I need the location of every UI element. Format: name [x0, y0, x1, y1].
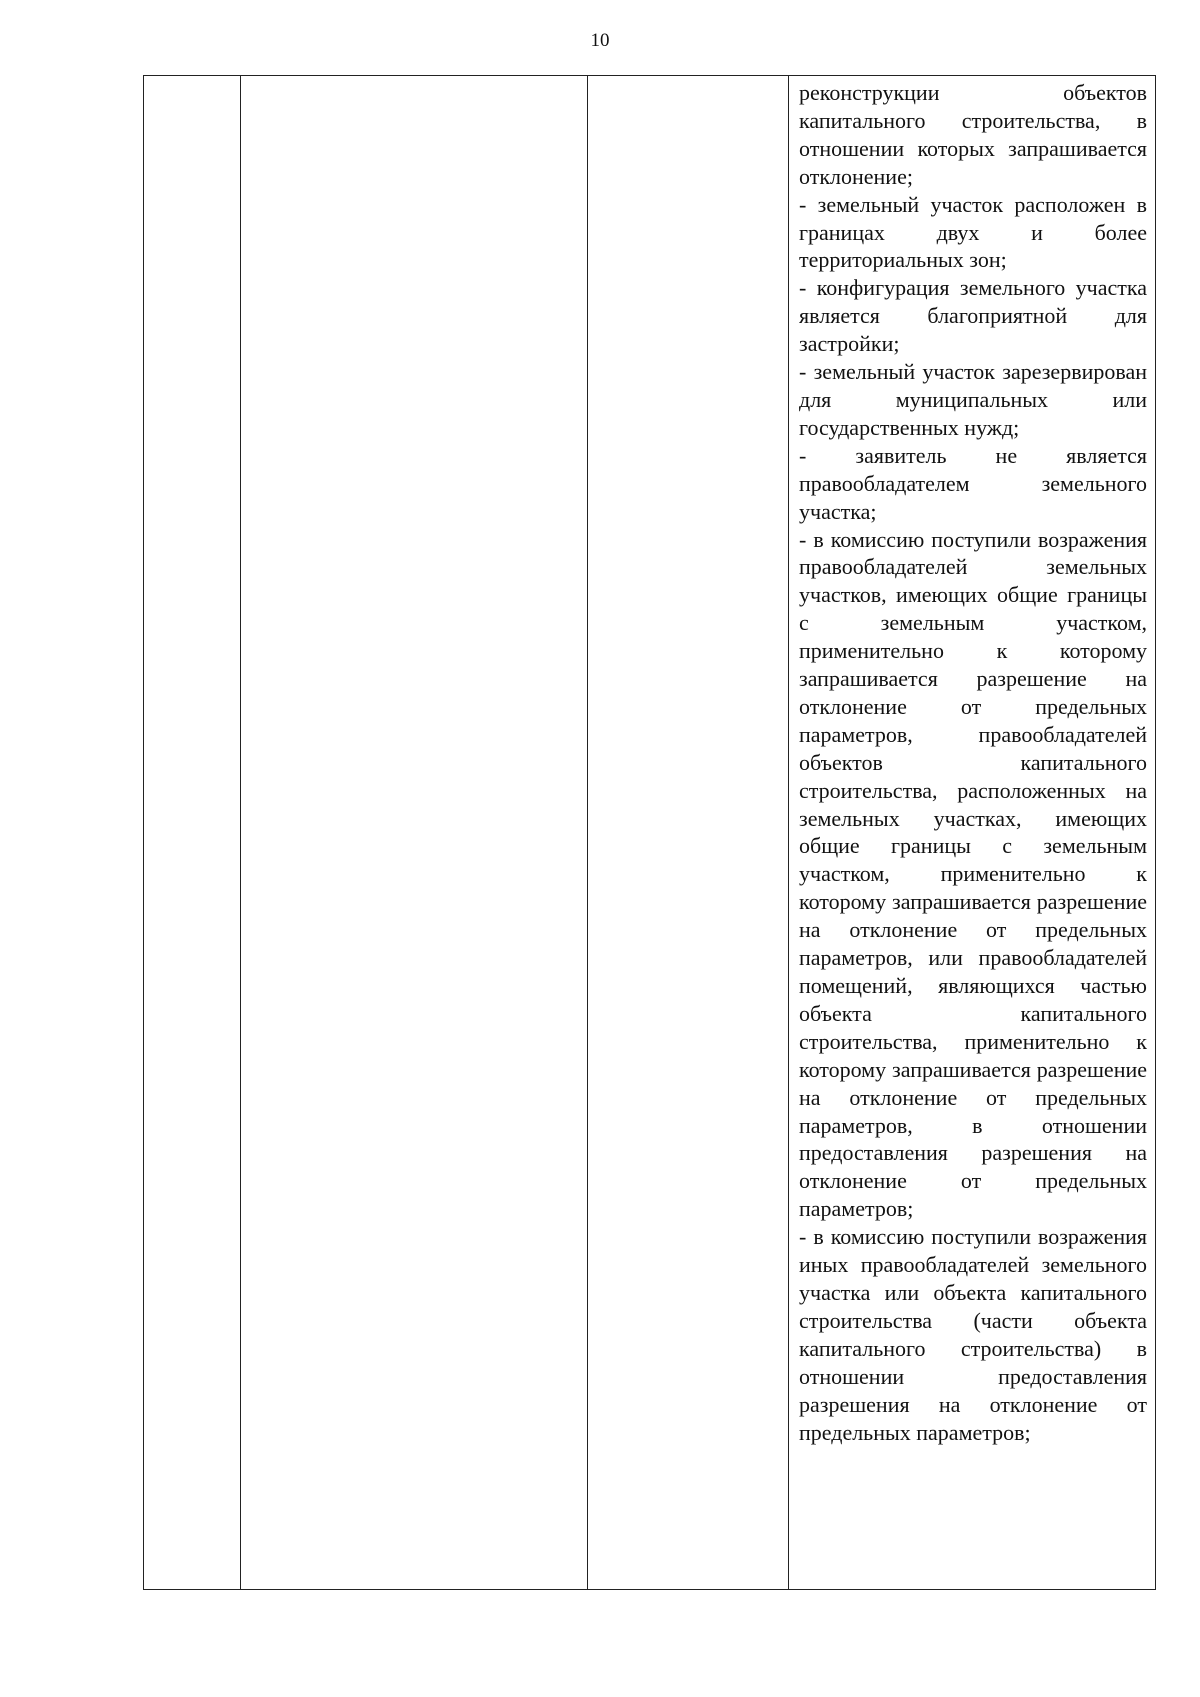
table-cell-1: [144, 76, 241, 1590]
paragraph: - в комиссию поступили возражения иных правообладателей земельного участка или объекта капитального строительства (части объекта капитального строительства) в отношении предоставления разрешения на отклонение от предельных параметров;: [799, 1224, 1147, 1445]
page-number: 10: [590, 30, 610, 51]
paragraph: - земельный участок зарезервирован для муниципальных или государственных нужд;: [799, 359, 1147, 440]
table-cell-4: [789, 76, 1156, 1590]
paragraph: - в комиссию поступили возражения правообладателей земельных участков, имеющих общие границы с земельным участком, применительно к которому запрашивается разрешение на отклонение от предельных параметров, правообладателей объектов капитального строительства, расположенных на земельных участках, имеющих общие границы с земельным участком, применительно к которому запрашивается разрешение на отклонение от предельных параметров, или правообладателей помещений, являющихся частью объекта капитального строительства, применительно к которому запрашивается разрешение на отклонение от предельных параметров, в отношении предоставления разрешения на отклонение от предельных параметров;: [799, 526, 1147, 1222]
table-cell-3: [588, 76, 789, 1590]
paragraph: реконструкции объектов капитального строительства, в отношении которых запрашивается отклонение;: [799, 80, 1147, 189]
paragraph: - земельный участок расположен в границах двух и более территориальных зон;: [799, 191, 1147, 273]
document-table: [143, 75, 1156, 1590]
table-cell-2: [241, 76, 588, 1590]
cell-4-text: [789, 76, 1155, 1446]
table-row: [144, 76, 1156, 1590]
paragraph: - конфигурация земельного участка является благоприятной для застройки;: [799, 275, 1147, 357]
paragraph: - заявитель не является правообладателем земельного участка;: [799, 442, 1147, 524]
